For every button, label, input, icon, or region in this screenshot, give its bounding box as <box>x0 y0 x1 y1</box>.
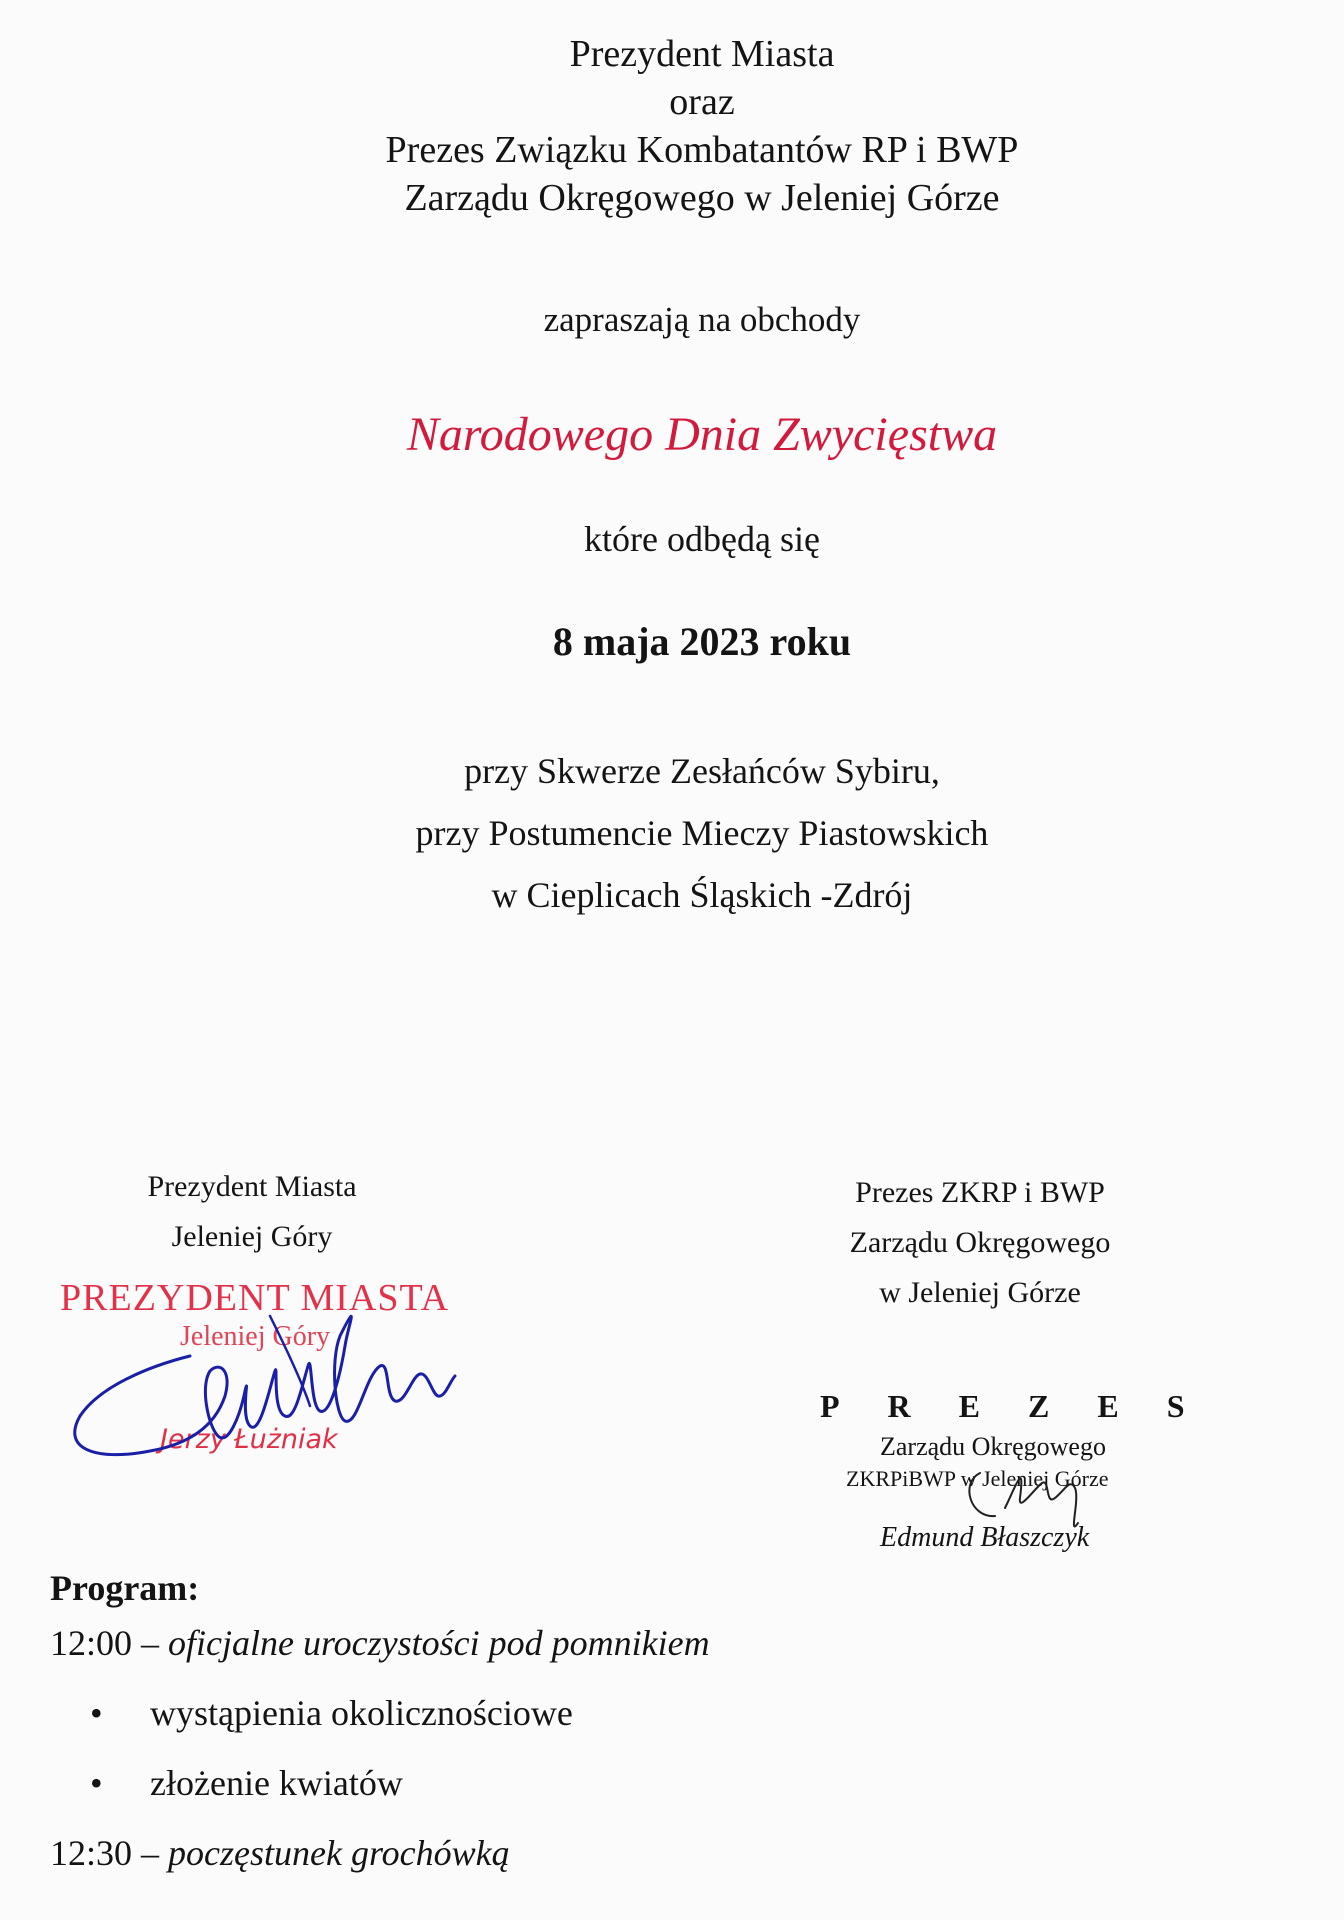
program-item <box>50 1608 1050 1678</box>
president-zkrp-stamp <box>820 1388 1260 1568</box>
signatory-title: Jeleniej Góry <box>171 1220 333 1253</box>
program-subitem <box>50 1748 1050 1818</box>
stamp-name: Edmund Błaszczyk <box>880 1522 1090 1553</box>
bullet-icon: • <box>90 1763 103 1803</box>
stamp-organization: ZKRPiBWP w Jeleniej Górze <box>846 1466 1109 1491</box>
program-section <box>50 1568 1050 1888</box>
header-line: Prezydent Miasta <box>569 33 835 75</box>
header-line: oraz <box>669 81 735 123</box>
program-subitem-text: wystąpienia okolicznościowe <box>150 1693 573 1733</box>
signatory-title: w Jeleniej Górze <box>879 1276 1081 1309</box>
handwritten-signature-right <box>820 1388 1260 1568</box>
program-heading: Program: <box>50 1568 200 1608</box>
place-line: przy Postumencie Mieczy Piastowskich <box>415 813 989 853</box>
program-description: oficjalne uroczystości pod pomnikiem <box>168 1623 710 1663</box>
stamp-title: PREZYDENT MIASTA <box>60 1277 450 1319</box>
event-name: Narodowego Dnia Zwycięstwa <box>406 408 998 461</box>
president-stamp <box>40 1276 540 1476</box>
event-date: 8 maja 2023 roku <box>552 619 852 664</box>
invitation-text: zapraszają na obchody <box>543 300 861 339</box>
place-line: przy Skwerze Zesłańców Sybiru, <box>464 751 940 791</box>
place-line: w Cieplicach Śląskich -Zdrój <box>491 875 913 915</box>
bullet-icon: • <box>90 1693 103 1733</box>
program-separator: – <box>132 1833 169 1873</box>
header-line: Prezes Związku Kombatantów RP i BWP <box>385 129 1019 171</box>
signature-block-right <box>790 1168 1170 1318</box>
program-subitem-text: złożenie kwiatów <box>150 1763 403 1803</box>
stamp-name: Jerzy Łużniak <box>160 1424 338 1455</box>
stamp-title: PREZES <box>820 1388 1233 1424</box>
signature-block-left <box>62 1162 442 1262</box>
signatory-title: Zarządu Okręgowego <box>849 1226 1111 1259</box>
handwritten-signature-left <box>40 1276 540 1476</box>
stamp-subtitle: Zarządu Okręgowego <box>880 1432 1106 1461</box>
program-item <box>50 1818 1050 1888</box>
header-line: Zarządu Okręgowego w Jeleniej Górze <box>404 177 1000 219</box>
program-time: 12:30 <box>50 1833 133 1873</box>
signatory-title: Prezydent Miasta <box>147 1170 357 1203</box>
took-place-text: które odbędą się <box>584 519 820 559</box>
event-place <box>30 740 1344 926</box>
program-description: poczęstunek grochówką <box>168 1833 510 1873</box>
program-subitem <box>50 1678 1050 1748</box>
program-separator: – <box>132 1623 169 1663</box>
header-block <box>30 30 1344 222</box>
stamp-city: Jeleniej Góry <box>180 1321 331 1352</box>
signatory-title: Prezes ZKRP i BWP <box>855 1176 1105 1209</box>
program-time: 12:00 <box>50 1623 133 1663</box>
